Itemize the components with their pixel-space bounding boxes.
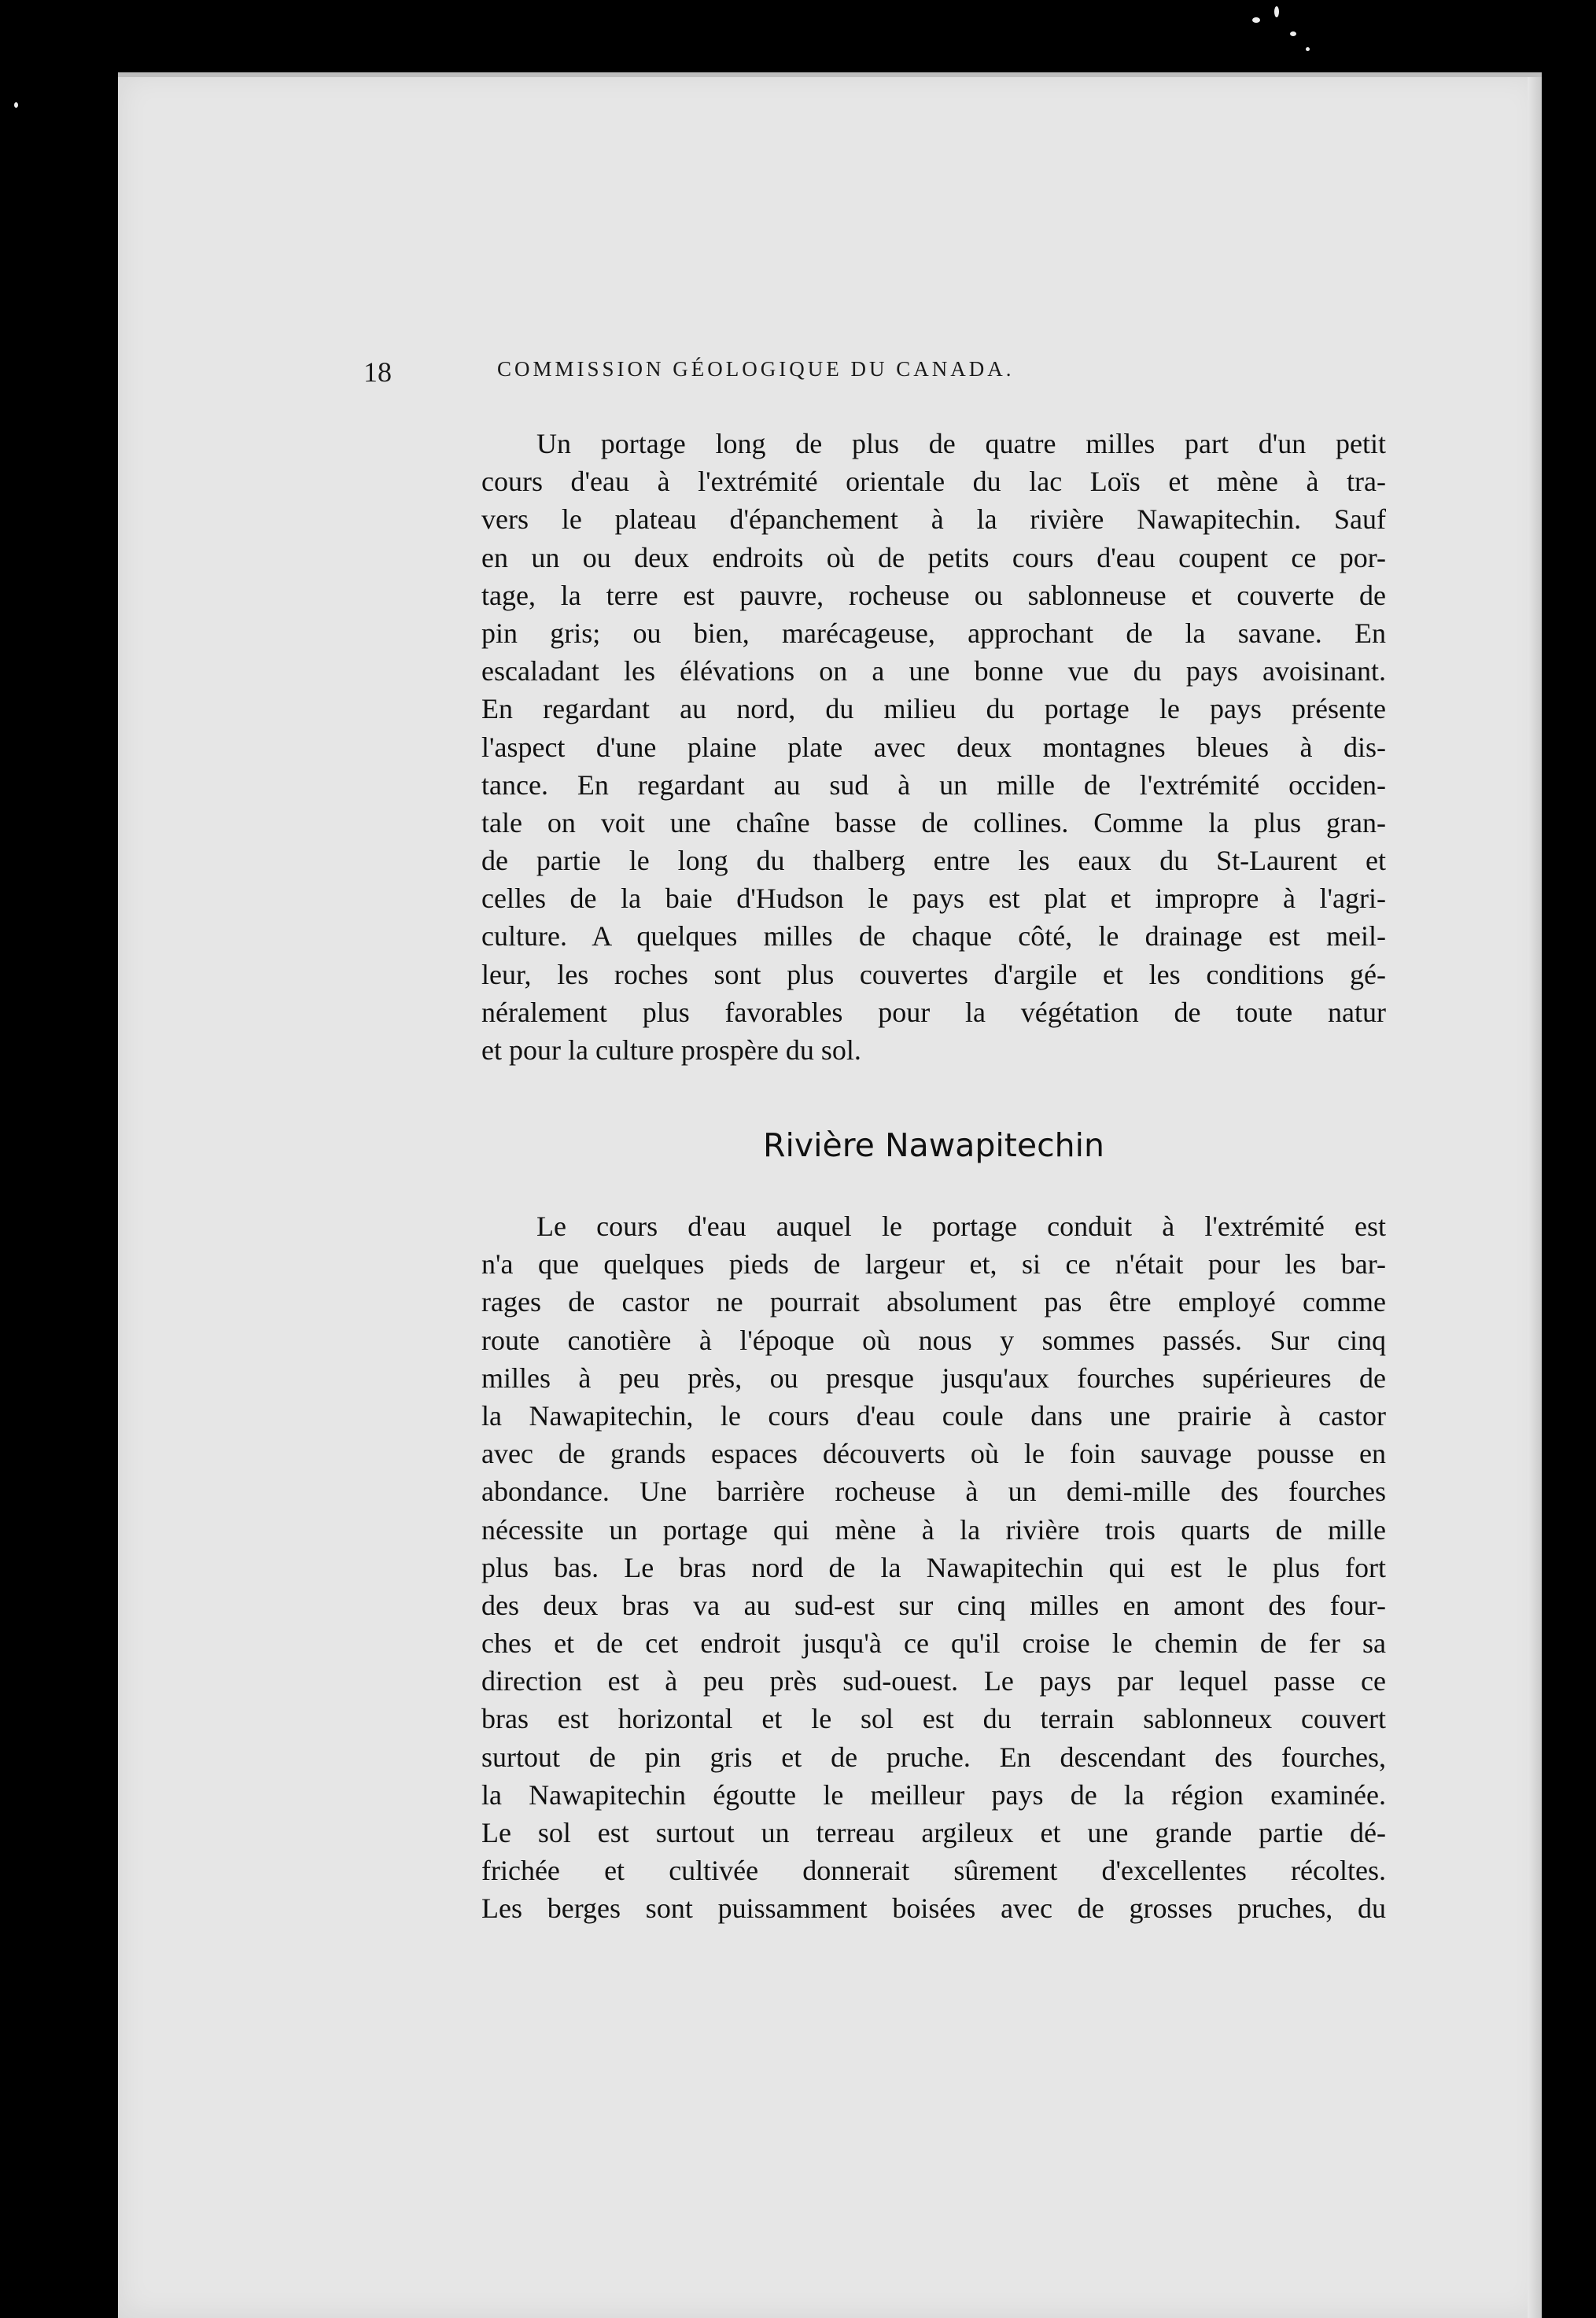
paragraph-2	[481, 1207, 1386, 1928]
text-line: celles de la baie d'Hudson le pays est plat et impropre à l'agri-	[481, 883, 1386, 915]
paragraph-1	[481, 425, 1386, 1069]
document-page	[118, 72, 1542, 2318]
text-line: tance. En regardant au sud à un mille de l'extrémité occiden-	[481, 768, 1386, 801]
text-line: pin gris; ou bien, marécageuse, approchant de la savane. En	[481, 617, 1386, 649]
text-line: de partie le long du thalberg entre les eaux du St-Laurent et	[481, 845, 1386, 877]
page-number: 18	[363, 356, 392, 388]
text-line: milles à peu près, ou presque jusqu'aux fourches supérieures de	[481, 1362, 1386, 1394]
text-line: néralement plus favorables pour la végétation de toute natur	[481, 996, 1386, 1028]
page-spine-shadow	[1528, 72, 1542, 2318]
section-heading: Rivière Nawapitechin	[762, 1126, 1105, 1164]
running-title: COMMISSION GÉOLOGIQUE DU CANADA.	[497, 357, 1015, 381]
text-line: avec de grands espaces découverts où le foin sauvage pousse en	[481, 1438, 1386, 1470]
text-line: leur, les roches sont plus couvertes d'argile et les conditions gé-	[481, 958, 1386, 990]
text-line: frichée et cultivée donnerait sûrement d'excellentes récoltes.	[481, 1855, 1386, 1887]
page-header	[363, 356, 1268, 387]
scan-speck	[14, 102, 18, 108]
text-line: Les berges sont puissamment boisées avec de grosses pruches, du	[481, 1892, 1386, 1925]
scan-speck	[1252, 17, 1260, 23]
text-line: et pour la culture prospère du sol.	[481, 1034, 861, 1066]
text-line: tale on voit une chaîne basse de collines. Comme la plus gran-	[481, 806, 1386, 838]
text-line: Le cours d'eau auquel le portage conduit à l'extrémité est	[536, 1211, 1386, 1242]
scan-speck	[1290, 31, 1296, 36]
text-line: l'aspect d'une plaine plate avec deux montagnes bleues à dis-	[481, 731, 1386, 763]
text-line: la Nawapitechin égoutte le meilleur pays de la région examinée.	[481, 1778, 1386, 1811]
text-line: nécessite un portage qui mène à la rivière trois quarts de mille	[481, 1513, 1386, 1546]
text-line: Le sol est surtout un terreau argileux et une grande partie dé-	[481, 1817, 1386, 1848]
scan-speck	[1306, 47, 1310, 51]
text-line: abondance. Une barrière rocheuse à un demi-mille des fourches	[481, 1476, 1386, 1508]
text-line: surtout de pin gris et de pruche. En descendant des fourches,	[481, 1741, 1386, 1773]
text-line: vers le plateau d'épanchement à la rivière Nawapitechin. Sauf	[481, 503, 1386, 536]
text-line: en un ou deux endroits où de petits cours d'eau coupent ce por-	[481, 541, 1386, 573]
text-line: culture. A quelques milles de chaque côté, le drainage est meil-	[481, 920, 1386, 953]
text-line: n'a que quelques pieds de largeur et, si ce n'était pour les bar-	[481, 1248, 1386, 1281]
text-line: la Nawapitechin, le cours d'eau coule dans une prairie à castor	[481, 1399, 1386, 1432]
page-top-edge	[118, 72, 1542, 77]
text-line: plus bas. Le bras nord de la Nawapitechin qui est le plus fort	[481, 1551, 1386, 1583]
text-line: Un portage long de plus de quatre milles part d'un petit	[536, 428, 1386, 459]
text-line: des deux bras va au sud-est sur cinq milles en amont des four-	[481, 1589, 1386, 1621]
text-line: direction est à peu près sud-ouest. Le pays par lequel passe ce	[481, 1665, 1386, 1697]
scan-speck	[1274, 6, 1279, 17]
text-line: route canotière à l'époque où nous y sommes passés. Sur cinq	[481, 1324, 1386, 1356]
text-line: escaladant les élévations on a une bonne vue du pays avoisinant.	[481, 655, 1386, 687]
text-line: tage, la terre est pauvre, rocheuse ou sablonneuse et couverte de	[481, 579, 1386, 611]
text-line: rages de castor ne pourrait absolument pas être employé comme	[481, 1286, 1386, 1318]
text-line: En regardant au nord, du milieu du portage le pays présente	[481, 693, 1386, 725]
text-line: bras est horizontal et le sol est du terrain sablonneux couvert	[481, 1703, 1386, 1735]
text-line: ches et de cet endroit jusqu'à ce qu'il croise le chemin de fer sa	[481, 1627, 1386, 1660]
text-line: cours d'eau à l'extrémité orientale du lac Loïs et mène à tra-	[481, 466, 1386, 498]
